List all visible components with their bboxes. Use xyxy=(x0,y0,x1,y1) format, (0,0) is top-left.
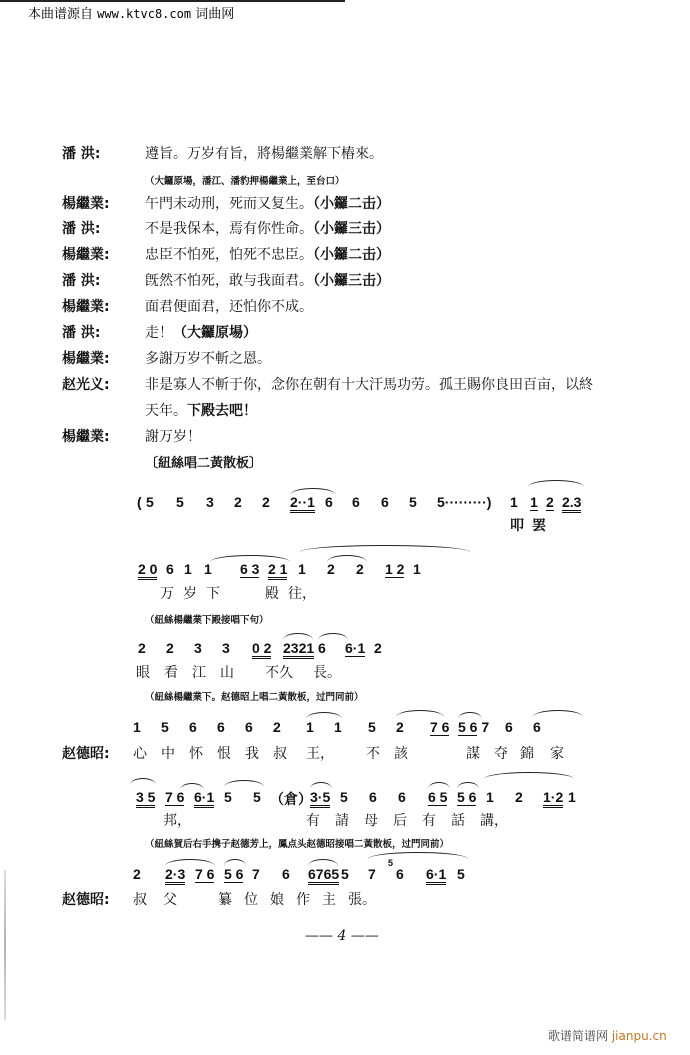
dialogue-text: 旣然不怕死，敢与我面君。 xyxy=(145,273,313,289)
note: 7 xyxy=(252,866,260,882)
lyric: 纂 xyxy=(218,892,232,908)
speaker-name: 赵德昭: xyxy=(62,892,110,908)
lyric: 往， xyxy=(288,586,316,602)
dialogue-text: 多謝万岁不斬之恩。 xyxy=(145,351,271,367)
lyric: 講， xyxy=(480,813,508,829)
slur xyxy=(308,859,338,866)
note: 6 xyxy=(398,789,406,805)
lyric: 叩 xyxy=(510,518,524,534)
slur xyxy=(396,710,444,717)
dialogue-line xyxy=(145,270,390,290)
speaker-name: 潘 洪: xyxy=(62,146,101,162)
note: 6 xyxy=(282,866,290,882)
scan-edge xyxy=(4,870,6,1020)
note: 3·5 xyxy=(310,789,330,808)
note: 6 xyxy=(533,719,541,735)
note: 1 xyxy=(204,561,212,577)
note: 3 5 xyxy=(136,789,155,808)
lyric: 有 xyxy=(306,813,320,829)
dialogue-line xyxy=(145,218,390,238)
lyric: 作 xyxy=(296,892,310,908)
percussion-cue: （小鑼三击） xyxy=(313,221,390,237)
note: 1 xyxy=(510,494,518,510)
percussion-cue: （小鑼三击） xyxy=(313,273,390,289)
slur xyxy=(224,859,246,866)
note: 6 xyxy=(325,494,333,510)
note: 2 xyxy=(374,640,382,656)
dialogue-line xyxy=(145,143,383,163)
slur xyxy=(300,545,470,552)
percussion-cue: （小鑼二击） xyxy=(313,247,390,263)
lyric: 山 xyxy=(220,665,234,681)
speaker-name: 楊繼業: xyxy=(62,247,110,263)
note: 6 xyxy=(396,866,404,882)
slur xyxy=(310,782,332,789)
lyric: 看 xyxy=(164,665,178,681)
note: 5 xyxy=(176,494,184,510)
note: 6765 xyxy=(308,866,339,885)
note: 2 xyxy=(356,561,364,577)
note: 1 xyxy=(568,789,576,805)
lyric: 叔 xyxy=(133,892,147,908)
slur xyxy=(318,633,348,640)
slur xyxy=(428,782,450,789)
note: 5 6 7 xyxy=(458,719,490,735)
note: 7 6 xyxy=(165,789,185,805)
note: 6 3 xyxy=(240,561,260,577)
lyric: 后 xyxy=(393,813,407,829)
note: 6 xyxy=(189,719,197,735)
aria-heading: 〔紐絲唱二黃散板〕 xyxy=(145,456,263,471)
stage-direction: （紐絲楊繼業下。赵德昭上唱二黃散板，过門同前） xyxy=(145,692,364,703)
watermark-url: www.ktvc8.com xyxy=(97,7,192,21)
speaker-name: 赵德昭: xyxy=(62,746,110,762)
note: 5 xyxy=(368,719,376,735)
note: ( xyxy=(137,494,142,510)
note: 2 xyxy=(166,640,174,656)
note: 7 6 xyxy=(195,866,215,882)
note: 6·1 xyxy=(426,866,446,885)
lyric: 王， xyxy=(306,746,334,762)
note: 5·········) xyxy=(437,494,492,510)
percussion-cue: 下殿去吧！ xyxy=(187,403,257,419)
stage-direction: （紐絲楊繼業下殿接唱下句） xyxy=(145,615,269,626)
lyric: 該 xyxy=(394,746,408,762)
note: 1 xyxy=(413,561,421,577)
note: 1 xyxy=(486,789,494,805)
note: 2.3 xyxy=(562,494,581,513)
note: 5 6 xyxy=(224,866,244,882)
note: 6 xyxy=(217,719,225,735)
dialogue-text: 不是我保本，焉有你性命。 xyxy=(145,221,313,237)
lyric: 心 xyxy=(133,746,147,762)
note: 1 xyxy=(133,719,141,735)
lyric: 中 xyxy=(161,746,175,762)
dialogue-line xyxy=(145,374,593,394)
note: 1 xyxy=(298,561,306,577)
lyric: 我 xyxy=(245,746,259,762)
dialogue-text: 午門未动刑，死而又复生。 xyxy=(145,196,313,212)
lyric: 万 xyxy=(160,586,174,602)
speaker-name: 楊繼業: xyxy=(62,429,110,445)
note: 2321 xyxy=(283,640,314,659)
lyric: 家 xyxy=(550,746,564,762)
dialogue-line xyxy=(145,244,390,264)
note: 5 xyxy=(409,494,417,510)
lyric: 江 xyxy=(192,665,206,681)
lyric: 不久 xyxy=(265,665,293,681)
slur xyxy=(533,710,583,717)
note: 2 xyxy=(133,866,141,882)
gong-cue: （倉） xyxy=(270,791,312,807)
note: 6 xyxy=(381,494,389,510)
watermark-cn: 歌谱简谱网 xyxy=(548,1029,609,1043)
note: 2·3 xyxy=(165,866,185,885)
slur xyxy=(165,859,215,866)
note: 1 xyxy=(530,494,538,510)
note: 5 xyxy=(161,719,169,735)
note: 2 xyxy=(327,561,335,577)
slur xyxy=(458,712,482,719)
dialogue-text: 天年。 xyxy=(145,403,187,419)
lyric: 殿 xyxy=(265,586,279,602)
note: 2 1 xyxy=(268,561,287,580)
lyric: 父 xyxy=(163,892,177,908)
note: 6·1 xyxy=(194,789,214,808)
lyric: 娘 xyxy=(270,892,284,908)
lyric: 主 xyxy=(322,892,336,908)
top-border xyxy=(0,0,345,2)
note: 7 6 xyxy=(430,719,450,735)
slur xyxy=(528,480,584,487)
site-watermark xyxy=(548,1027,667,1044)
lyric: 母 xyxy=(364,813,378,829)
dialogue-text: 非是寡人不斬于你，念你在朝有十大汗馬功劳。孤王賜你良田百亩，以終 xyxy=(145,377,593,393)
note: 2 xyxy=(396,719,404,735)
note: 2 xyxy=(234,494,242,510)
note: 1 xyxy=(334,719,342,735)
speaker-name: 潘 洪: xyxy=(62,221,101,237)
slur xyxy=(224,780,264,787)
lyric: 不 xyxy=(366,746,380,762)
note: 5 xyxy=(341,866,349,882)
note: 5 xyxy=(457,866,465,882)
note: 2 xyxy=(138,640,146,656)
lyric: 恨 xyxy=(217,746,231,762)
dialogue-text: 忠臣不怕死，怕死不忠臣。 xyxy=(145,247,313,263)
stage-direction: （紐絲賀后右手携子赵德芳上，鳳点头赵德昭接唱二黃散板，过門同前） xyxy=(145,839,450,850)
note: 6 xyxy=(369,789,377,805)
watermark-prefix: 本曲谱源自 xyxy=(28,7,94,22)
dialogue-line xyxy=(145,193,390,213)
dialogue-line xyxy=(145,426,201,446)
note: 6 xyxy=(352,494,360,510)
lyric: 長。 xyxy=(313,665,341,681)
stage-direction: （大鑼原場，潘江、潘豹押楊繼業上，至台口） xyxy=(145,176,345,187)
slur xyxy=(327,555,367,562)
grace-note: 5 xyxy=(388,858,394,868)
lyric: 謀 xyxy=(466,746,480,762)
note: 1 xyxy=(306,719,314,735)
slur xyxy=(484,772,574,779)
note: 5 xyxy=(224,789,232,805)
note: 6 xyxy=(318,640,326,656)
note: 5 6 xyxy=(457,789,477,805)
lyric: 下 xyxy=(206,586,220,602)
lyric: 眼 xyxy=(136,665,150,681)
lyric: 位 xyxy=(244,892,258,908)
slur xyxy=(283,633,313,640)
watermark-en: jianpu.cn xyxy=(611,1029,667,1043)
note: 6·1 xyxy=(345,640,366,656)
note: 3 xyxy=(194,640,202,656)
slur xyxy=(457,782,479,789)
speaker-name: 赵光义: xyxy=(62,377,110,393)
note: 7 xyxy=(368,866,376,882)
note: 6 xyxy=(505,719,513,735)
dialogue-text: 謝万岁！ xyxy=(145,429,201,445)
speaker-name: 楊繼業: xyxy=(62,351,110,367)
note: 2··1 xyxy=(290,494,315,513)
note: 5 xyxy=(340,789,348,805)
note: 5 xyxy=(253,789,261,805)
note: 1 xyxy=(184,561,192,577)
lyric: 話 xyxy=(451,813,465,829)
note: 2 0 xyxy=(138,561,157,580)
percussion-cue: （小鑼二击） xyxy=(313,196,390,212)
speaker-name: 楊繼業: xyxy=(62,299,110,315)
lyric: 叔 xyxy=(273,746,287,762)
lyric: 邦， xyxy=(163,813,191,829)
note: 0 2 xyxy=(252,640,271,659)
dialogue-line xyxy=(145,322,257,342)
speaker-name: 潘 洪: xyxy=(62,325,101,341)
source-watermark xyxy=(28,3,234,22)
dialogue-line xyxy=(145,296,313,316)
slur xyxy=(210,555,290,562)
lyric: 夺 xyxy=(494,746,508,762)
note: 3 xyxy=(206,494,214,510)
slur xyxy=(306,712,342,719)
note: 6 xyxy=(245,719,253,735)
watermark-suffix: 词曲网 xyxy=(195,7,235,22)
lyric: 岁 xyxy=(183,586,197,602)
page-number: —— 4 —— xyxy=(305,928,379,944)
lyric: 張。 xyxy=(348,892,376,908)
note: 1·2 xyxy=(543,789,563,808)
lyric: 請 xyxy=(335,813,349,829)
lyric: 有 xyxy=(422,813,436,829)
dialogue-line xyxy=(145,400,257,420)
lyric: 錦 xyxy=(520,746,534,762)
note: 5 xyxy=(146,494,154,510)
slur xyxy=(130,778,156,785)
note: 6 5 xyxy=(428,789,448,805)
note: 2 xyxy=(546,494,554,510)
note: 2 xyxy=(262,494,270,510)
speaker-name: 潘 洪: xyxy=(62,273,101,289)
note: 2 xyxy=(515,789,523,805)
lyric: 罢 xyxy=(532,518,546,534)
note: 6 xyxy=(166,561,174,577)
dialogue-text: 遵旨。万岁有旨，將楊繼業解下樁來。 xyxy=(145,146,383,162)
lyric: 怀 xyxy=(189,746,203,762)
dialogue-text: 面君便面君，还怕你不成。 xyxy=(145,299,313,315)
percussion-cue: （大鑼原場） xyxy=(173,325,257,341)
note: 1 2 xyxy=(385,561,405,577)
speaker-name: 楊繼業: xyxy=(62,196,110,212)
slur xyxy=(180,783,204,790)
slur xyxy=(290,488,336,495)
dialogue-text: 走！ xyxy=(145,325,173,341)
note: 3 xyxy=(222,640,230,656)
dialogue-line xyxy=(145,348,271,368)
note: 2 xyxy=(273,719,281,735)
slur xyxy=(368,852,468,859)
